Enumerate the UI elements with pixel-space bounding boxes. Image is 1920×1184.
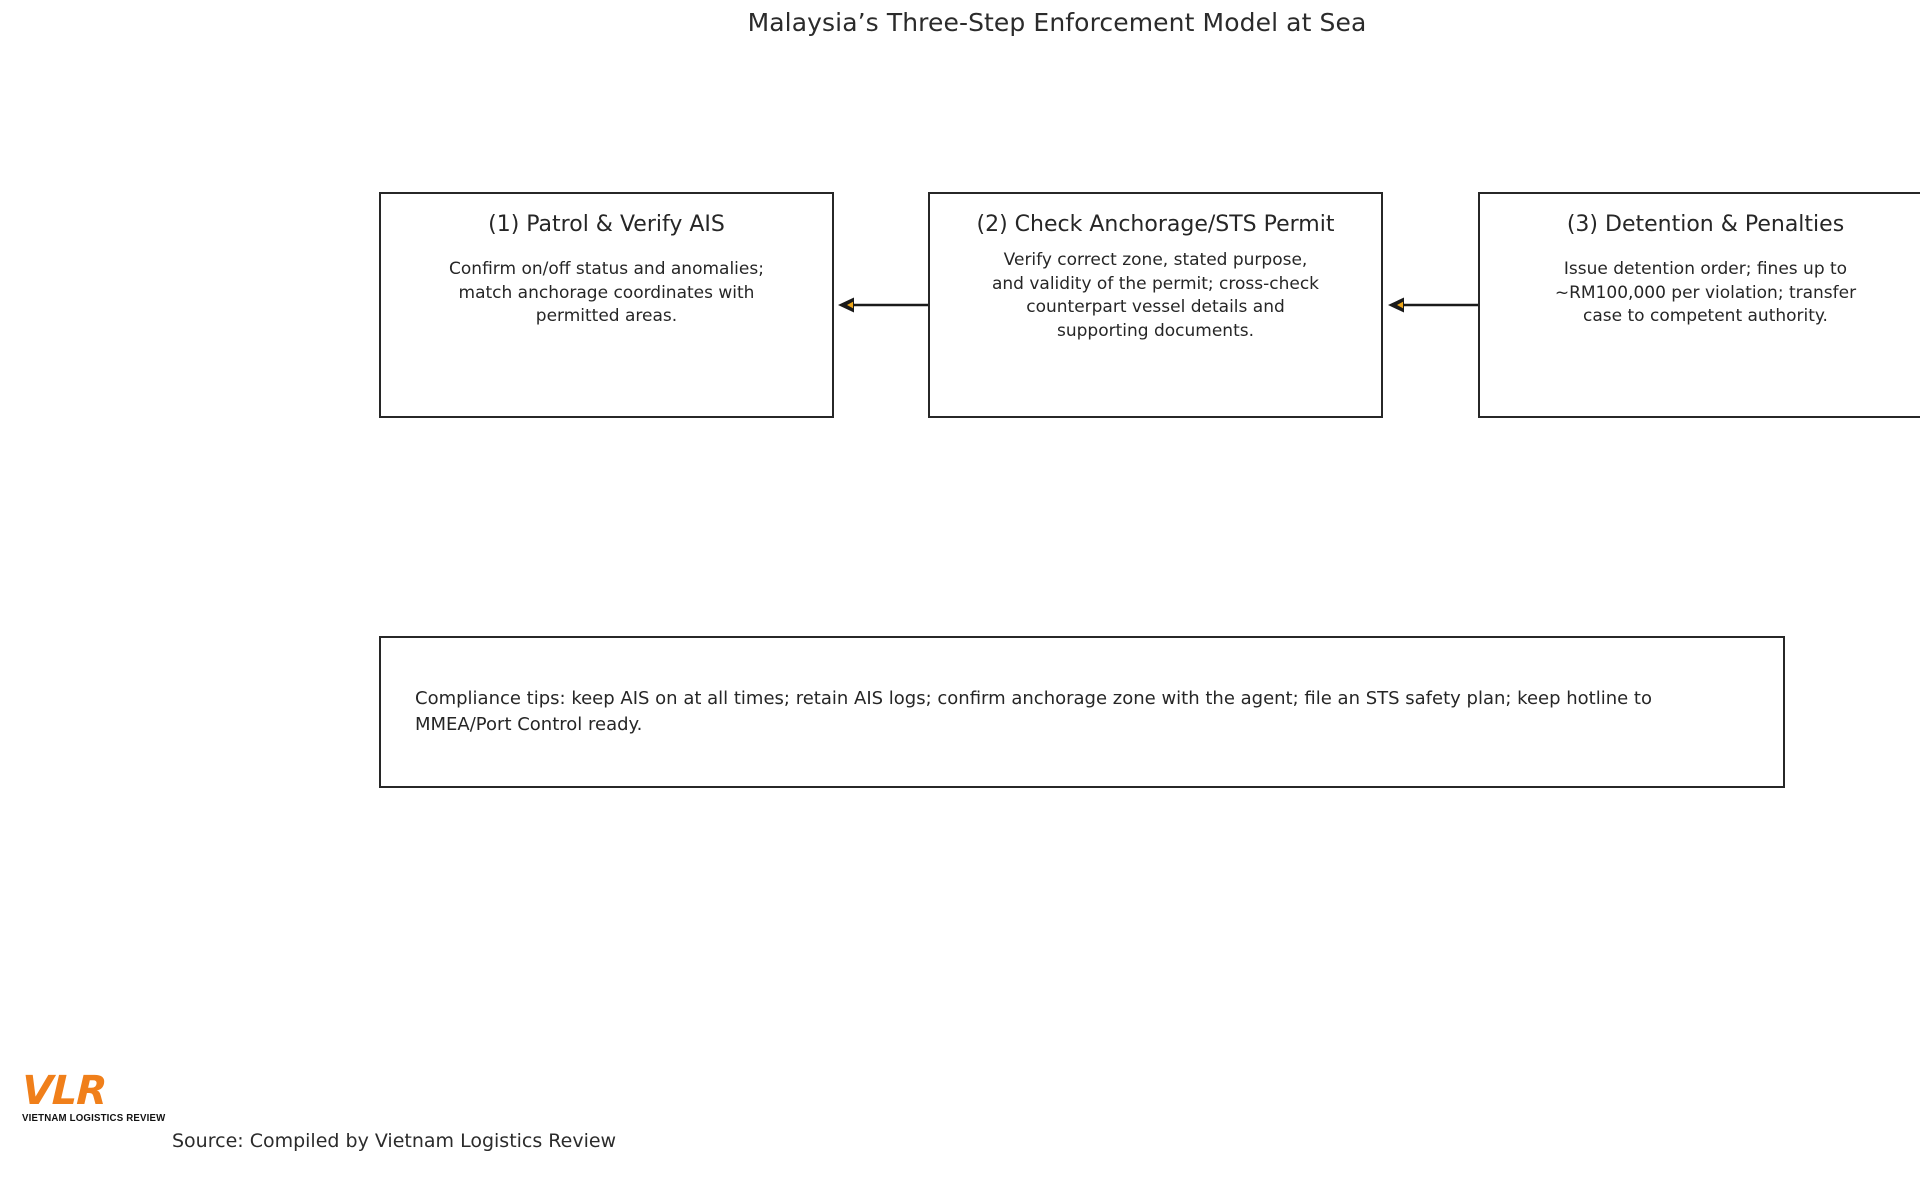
arrow-step3-to-step2-icon bbox=[1384, 292, 1480, 318]
compliance-notes-box bbox=[379, 636, 1785, 788]
vlr-logo-wordmark: VLR bbox=[21, 1068, 108, 1114]
step-2-title: (2) Check Anchorage/STS Permit bbox=[976, 212, 1335, 237]
step-2-body: Verify correct zone, stated purpose, and validity of the permit; cross-check counterpart vessel details and supporting documents. bbox=[991, 250, 1320, 341]
compliance-notes-text: Compliance tips: keep AIS on at all times; retain AIS logs; confirm anchorage zone with the agent; file an STS safety plan; keep hotline to MMEA/Port Control ready. bbox=[415, 688, 1652, 735]
step-box-2 bbox=[928, 192, 1383, 418]
vlr-logo-tagline: VIETNAM LOGISTICS REVIEW bbox=[22, 1112, 166, 1124]
vlr-logo bbox=[21, 1063, 166, 1125]
source-note: Source: Compiled by Vietnam Logistics Review bbox=[172, 1130, 617, 1152]
arrow-step2-to-step1-icon bbox=[834, 292, 930, 318]
step-3-title: (3) Detention & Penalties bbox=[1566, 212, 1845, 237]
step-box-1 bbox=[379, 192, 834, 418]
step-1-title: (1) Patrol & Verify AIS bbox=[488, 212, 725, 237]
page-title: Malaysia’s Three-Step Enforcement Model at Sea bbox=[747, 8, 1367, 37]
step-1-body: Confirm on/off status and anomalies; match anchorage coordinates with permitted areas. bbox=[449, 259, 764, 326]
step-box-3 bbox=[1478, 192, 1920, 418]
step-3-body: Issue detention order; fines up to ~RM100,000 per violation; transfer case to competent authority. bbox=[1554, 259, 1857, 326]
